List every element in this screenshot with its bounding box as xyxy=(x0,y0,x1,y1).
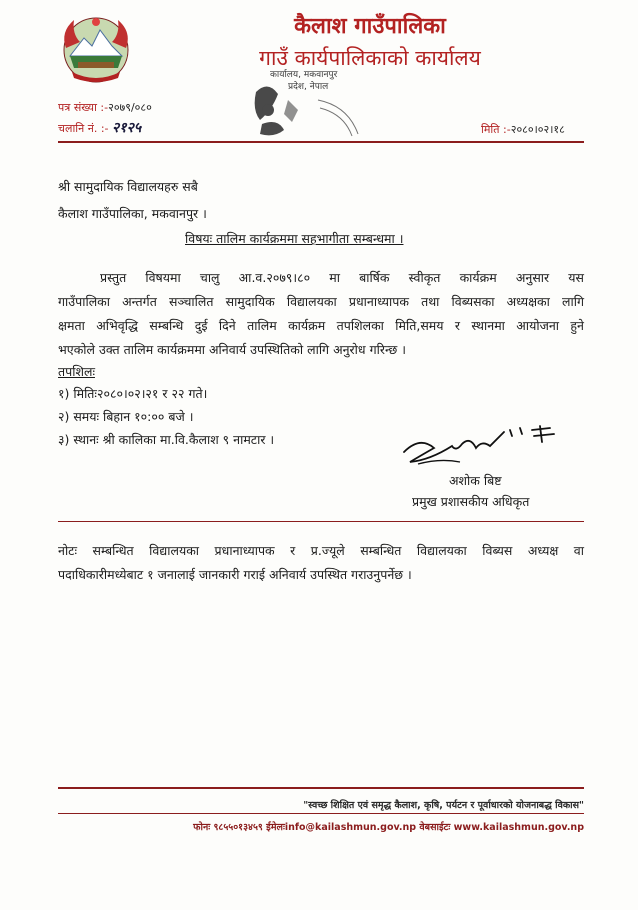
note-line: पदाधिकारीमध्येबाट १ जनालाई जानकारी गराई अनिवार्य उपस्थित गराउनुपर्नेछ । xyxy=(58,567,412,582)
recipient-line1: श्री सामुदायिक विद्यालयहरु सबै xyxy=(58,179,198,194)
footer-contact: फोनः ९८५५०१३४५९ ईमेलःinfo@kailashmun.gov.np वेबसाईटः www.kailashmun.gov.np xyxy=(193,822,584,833)
patra-sankhya-value: २०७९/०८० xyxy=(108,101,152,114)
note-divider xyxy=(58,521,584,522)
body-line: गाउँपालिका अन्तर्गत सञ्चालित सामुदायिक विद्यालयका प्रधानाध्यापक तथा विब्यसका अध्यक्षका लागि xyxy=(58,294,584,309)
body-line: भएकोले उक्त तालिम कार्यक्रममा अनिवार्य उपस्थितिको लागि अनुरोध गरिन्छ । xyxy=(58,342,406,357)
patra-sankhya-label: पत्र संख्या :- xyxy=(58,101,109,114)
detail-item: २) समयः बिहान १०:०० बजे । xyxy=(58,409,194,424)
letter-date xyxy=(481,122,565,137)
footer-slogan: "स्वच्छ शिक्षित एवं समृद्ध कैलाश, कृषि, पर्यटन र पूर्वाधारको योजनाबद्ध विकास" xyxy=(303,800,584,811)
subject-line: विषयः तालिम कार्यक्रममा सहभागीता सम्बन्धमा । xyxy=(185,231,404,246)
detail-item: ३) स्थानः श्री कालिका मा.वि.कैलाश ९ नामटार । xyxy=(58,432,275,447)
body-line: क्षमता अभिवृद्धि सम्बन्धि दुई दिने तालिम कार्यक्रम तपशिलका मिति,समय र स्थानमा आयोजना हुने xyxy=(58,318,584,333)
recipient-line2: कैलाश गाउँपालिका, मकवानपुर । xyxy=(58,206,207,221)
date-value: २०८०।०२।१८ xyxy=(510,123,565,136)
chalani-number xyxy=(58,118,141,137)
signature-icon xyxy=(400,422,560,468)
signatory-title: प्रमुख प्रशासकीय अधिकृत xyxy=(412,494,530,509)
note-line: नोटः सम्बन्धित विद्यालयका प्रधानाध्यापक र प्र.ज्यूले सम्बन्धित विद्यालयका विब्यस अध्यक्ष वा xyxy=(58,543,584,558)
letterhead-title: कैलाश गाउँपालिका xyxy=(294,14,446,39)
body-paragraph xyxy=(58,266,584,362)
chalani-value: २१२५ xyxy=(112,120,142,136)
footer-inner-divider xyxy=(58,813,584,814)
chalani-label: चलानि नं. :- xyxy=(58,122,109,135)
detail-item: १) मितिः२०८०।०२।२१ र २२ गते। xyxy=(58,386,208,401)
footer-divider xyxy=(58,787,584,789)
body-line: प्रस्तुत विषयमा चालु आ.व.२०७९।८० मा बार्षिक स्वीकृत कार्यक्रम अनुसार यस xyxy=(100,270,584,285)
letterhead-subtitle: गाउँ कार्यपालिकाको कार्यालय xyxy=(259,46,481,70)
patra-sankhya xyxy=(58,100,152,115)
note-paragraph xyxy=(58,539,584,587)
nepal-emblem-icon xyxy=(60,12,132,84)
stamp-text-line1: कार्यालय, मकवानपुर xyxy=(270,70,338,80)
signatory-name: अशोक बिष्ट xyxy=(449,473,502,488)
header-divider xyxy=(58,141,584,143)
details-heading: तपशिलः xyxy=(58,364,95,379)
date-label: मिति :- xyxy=(481,123,511,136)
stamp-text-line2: प्रदेश, नेपाल xyxy=(288,82,329,92)
